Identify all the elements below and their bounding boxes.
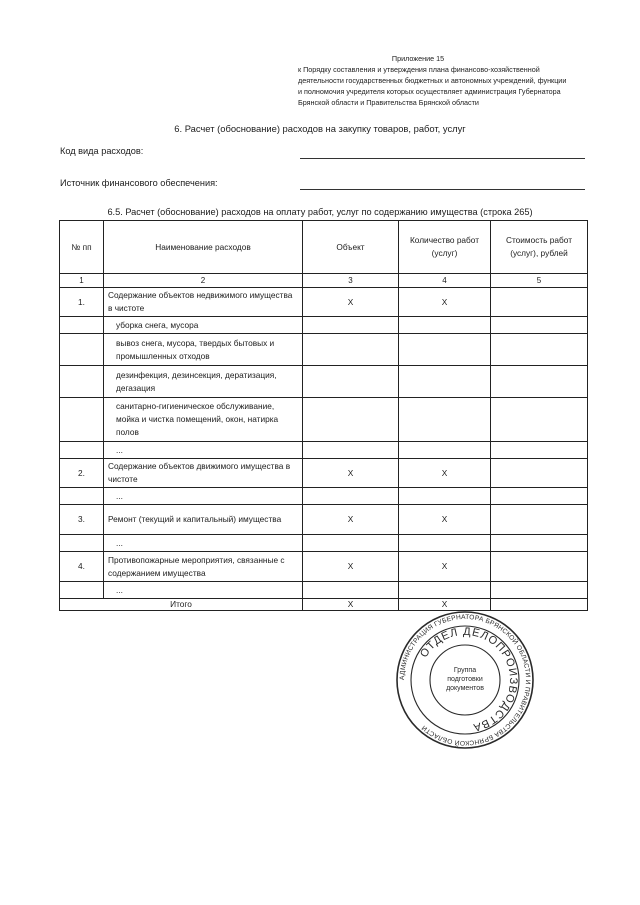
- total-object-cell: X: [303, 599, 399, 611]
- quantity-cell[interactable]: [399, 366, 491, 398]
- cost-cell[interactable]: [491, 535, 588, 552]
- object-cell[interactable]: [303, 442, 399, 459]
- column-index: 1: [60, 274, 104, 288]
- expense-code-field[interactable]: [300, 158, 585, 159]
- row-number: [60, 488, 104, 505]
- row-number: [60, 334, 104, 366]
- quantity-cell: X: [399, 505, 491, 535]
- table-row: [60, 442, 588, 459]
- object-cell[interactable]: [303, 398, 399, 442]
- funding-source-label: Источник финансового обеспечения:: [60, 178, 218, 188]
- table-row: [60, 505, 588, 535]
- row-number: [60, 582, 104, 599]
- appendix-line: и полномочия учредителя которых осуществляет администрация Губернатора: [298, 87, 561, 96]
- expense-name: ...: [104, 488, 303, 505]
- object-cell: X: [303, 552, 399, 582]
- quantity-cell[interactable]: [399, 317, 491, 334]
- object-cell: X: [303, 459, 399, 488]
- object-cell[interactable]: [303, 535, 399, 552]
- cost-cell[interactable]: [491, 288, 588, 317]
- stamp-center-line: документов: [446, 685, 484, 692]
- stamp-middle-text: ОТДЕЛ ДЕЛОПРОИЗВОДСТВА: [417, 625, 520, 734]
- expense-name: ...: [104, 582, 303, 599]
- cost-cell[interactable]: [491, 459, 588, 488]
- appendix-heading: Приложение 15: [391, 54, 445, 63]
- table-row: [60, 535, 588, 552]
- expense-name: санитарно-гигиеническое обслуживание, мойка и чистка помещений, окон, натирка полов: [104, 398, 303, 442]
- quantity-cell[interactable]: [399, 535, 491, 552]
- quantity-cell: X: [399, 288, 491, 317]
- object-cell[interactable]: [303, 366, 399, 398]
- object-cell[interactable]: [303, 488, 399, 505]
- row-number: [60, 398, 104, 442]
- expense-name: вывоз снега, мусора, твердых бытовых и промышленных отходов: [104, 334, 303, 366]
- quantity-cell: X: [399, 552, 491, 582]
- quantity-cell[interactable]: [399, 398, 491, 442]
- appendix-note: [298, 53, 598, 108]
- row-number: 3.: [60, 505, 104, 535]
- table-row: [60, 398, 588, 442]
- table-row: [60, 552, 588, 582]
- column-header: Объект: [303, 221, 399, 274]
- table-row: [60, 582, 588, 599]
- official-stamp: [395, 610, 535, 750]
- table-row: [60, 317, 588, 334]
- appendix-line: деятельности государственных бюджетных и автономных учреждений, функции: [298, 76, 567, 85]
- quantity-cell[interactable]: [399, 582, 491, 599]
- table-row: [60, 288, 588, 317]
- stamp-center-line: Группа: [453, 667, 477, 674]
- table-row: [60, 459, 588, 488]
- expense-name: Содержание объектов движимого имущества в чистоте: [104, 459, 303, 488]
- expense-name: дезинфекция, дезинсекция, дератизация, дегазация: [104, 366, 303, 398]
- total-row: [60, 599, 588, 611]
- object-cell[interactable]: [303, 582, 399, 599]
- stamp-center-line: подготовки: [447, 676, 483, 683]
- total-quantity-cell: X: [399, 599, 491, 611]
- object-cell[interactable]: [303, 334, 399, 366]
- row-number: [60, 366, 104, 398]
- cost-cell[interactable]: [491, 582, 588, 599]
- row-number: [60, 317, 104, 334]
- cost-cell[interactable]: [491, 317, 588, 334]
- table-title: 6.5. Расчет (обоснование) расходов на оплату работ, услуг по содержанию имущества (строка 265): [107, 207, 533, 217]
- table-header-row: [60, 221, 588, 274]
- cost-cell[interactable]: [491, 442, 588, 459]
- funding-source-field[interactable]: [300, 189, 585, 190]
- expenses-table: [59, 220, 588, 611]
- appendix-line: к Порядку составления и утверждения плана финансово-хозяйственной: [298, 65, 540, 74]
- total-cost-cell[interactable]: [491, 599, 588, 611]
- stamp-outer-text: АДМИНИСТРАЦИЯ ГУБЕРНАТОРА БРЯНСКОЙ ОБЛАСТИ И ПРАВИТЕЛЬСТВА БРЯНСКОЙ ОБЛАСТИ: [398, 613, 532, 747]
- expense-name: ...: [104, 535, 303, 552]
- column-header: Наименование расходов: [104, 221, 303, 274]
- row-number: [60, 442, 104, 459]
- column-index: 5: [491, 274, 588, 288]
- column-index: 3: [303, 274, 399, 288]
- total-label: Итого: [60, 599, 303, 611]
- cost-cell[interactable]: [491, 398, 588, 442]
- row-number: 2.: [60, 459, 104, 488]
- table-row: [60, 334, 588, 366]
- expense-name: Противопожарные мероприятия, связанные с содержанием имущества: [104, 552, 303, 582]
- quantity-cell[interactable]: [399, 488, 491, 505]
- cost-cell[interactable]: [491, 505, 588, 535]
- row-number: [60, 535, 104, 552]
- expense-code-label: Код вида расходов:: [60, 146, 144, 156]
- column-header: Количество работ (услуг): [399, 221, 491, 274]
- expense-name: Содержание объектов недвижимого имущества в чистоте: [104, 288, 303, 317]
- quantity-cell[interactable]: [399, 442, 491, 459]
- column-index: 2: [104, 274, 303, 288]
- section-title: 6. Расчет (обоснование) расходов на закупку товаров, работ, услуг: [174, 123, 466, 134]
- column-header: № пп: [60, 221, 104, 274]
- object-cell: X: [303, 288, 399, 317]
- row-number: 4.: [60, 552, 104, 582]
- column-header: Стоимость работ (услуг), рублей: [491, 221, 588, 274]
- quantity-cell[interactable]: [399, 334, 491, 366]
- appendix-line: Брянской области и Правительства Брянской области: [298, 98, 479, 107]
- cost-cell[interactable]: [491, 552, 588, 582]
- object-cell[interactable]: [303, 317, 399, 334]
- quantity-cell: X: [399, 459, 491, 488]
- table-row: [60, 488, 588, 505]
- cost-cell[interactable]: [491, 488, 588, 505]
- row-number: 1.: [60, 288, 104, 317]
- expense-name: Ремонт (текущий и капитальный) имущества: [104, 505, 303, 535]
- cost-cell[interactable]: [491, 334, 588, 366]
- table-row: [60, 366, 588, 398]
- column-index-row: [60, 274, 588, 288]
- object-cell: X: [303, 505, 399, 535]
- column-index: 4: [399, 274, 491, 288]
- cost-cell[interactable]: [491, 366, 588, 398]
- expense-name: уборка снега, мусора: [104, 317, 303, 334]
- expense-name: ...: [104, 442, 303, 459]
